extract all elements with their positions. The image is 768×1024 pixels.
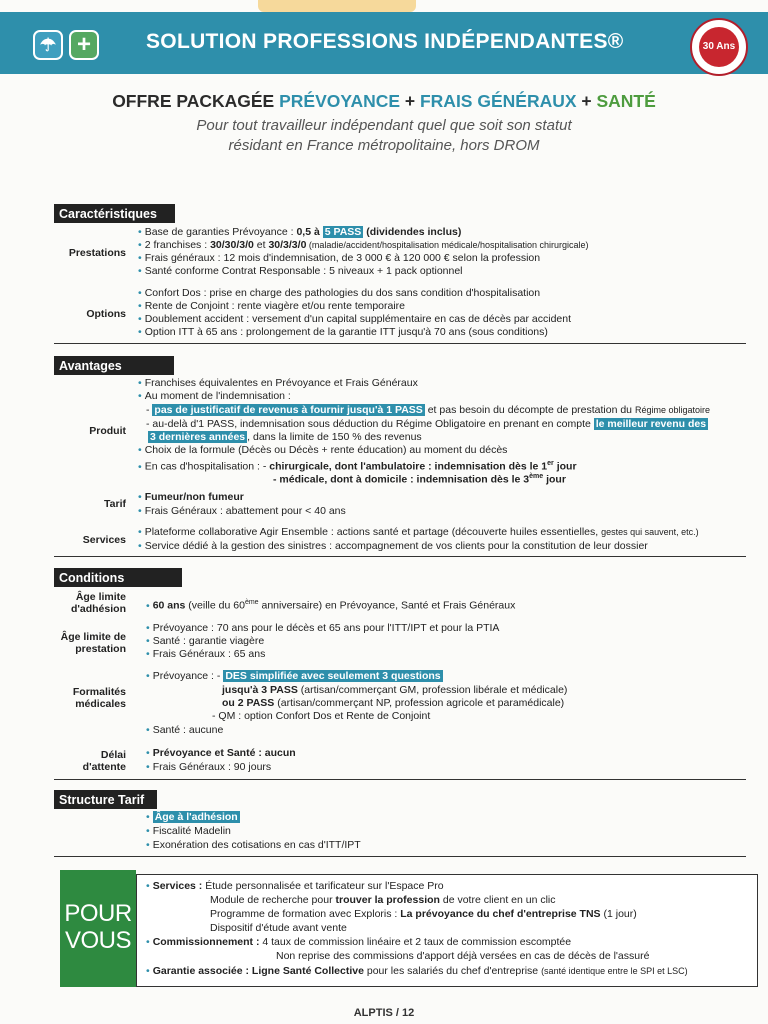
- text: (veille du 60: [185, 599, 245, 612]
- option-line: • Option ITT à 65 ans : prolongement de la garantie ITT jusqu'à 70 ans (sous conditions): [138, 326, 548, 339]
- offer-plus: +: [400, 91, 420, 111]
- superscript: er: [547, 460, 554, 467]
- cross-icon: +: [69, 30, 99, 60]
- section-structure-tarif: Structure Tarif: [54, 790, 157, 809]
- text: (santé identique entre le SPI et LSC): [541, 966, 688, 976]
- structure-line-2: • Fiscalité Madelin: [146, 825, 231, 838]
- services-line-2: • Service dédié à la gestion des sinistres : accompagnement de vos clients pour la constitution de leur dossier: [138, 540, 648, 553]
- text: Régime obligatoire: [634, 405, 710, 415]
- highlight: le meilleur revenu des: [595, 418, 707, 430]
- pv-services-line-2: [210, 894, 556, 907]
- prestation-line-3: • Frais généraux : 12 mois d'indemnisation, de 3 000 € à 120 000 € selon la profession: [138, 252, 540, 265]
- section-divider: [54, 556, 746, 557]
- age-prestation-line: • Prévoyance : 70 ans pour le décès et 65 ans pour l'ITT/IPT et pour la PTIA: [146, 622, 499, 635]
- offer-prevoyance: PRÉVOYANCE: [279, 91, 401, 111]
- text: (maladie/accident/hospitalisation médicale/hospitalisation chirurgicale): [306, 240, 589, 250]
- text: 2 franchises :: [144, 239, 211, 251]
- text: 30/30/3/0: [210, 239, 254, 251]
- text: Base de garanties Prévoyance :: [144, 226, 297, 238]
- text: ou 2 PASS: [222, 697, 275, 709]
- label-age-adhesion-2: d'adhésion: [70, 603, 126, 615]
- umbrella-icon: ☂: [33, 30, 63, 60]
- section-caracteristiques: Caractéristiques: [54, 204, 175, 223]
- pv-services-line-4: Dispositif d'étude avant vente: [210, 922, 347, 934]
- label-age-prestation-2: prestation: [75, 643, 126, 655]
- section-conditions: Conditions: [54, 568, 182, 587]
- label-tarif: Tarif: [104, 498, 126, 510]
- page-title: SOLUTION PROFESSIONS INDÉPENDANTES®: [146, 30, 624, 53]
- pour-vous-badge: [60, 870, 136, 987]
- label-delai-2: d'attente: [82, 761, 126, 773]
- section-divider: [54, 779, 746, 780]
- text: - au-delà d'1 PASS, indemnisation sous déduction du Régime Obligatoire en prenant en compte: [146, 418, 594, 430]
- formalites-line-2: [222, 684, 567, 697]
- structure-line-3: • Exonération des cotisations en cas d'ITT/IPT: [146, 839, 361, 852]
- highlight: DES simplifiée avec seulement 3 questions: [225, 670, 441, 682]
- text: de votre client en un clic: [439, 894, 556, 906]
- text: gestes qui sauvent, etc.): [601, 527, 699, 537]
- text: pour les salariés du chef d'entreprise: [363, 965, 542, 977]
- produit-line-6: • Choix de la formule (Décès ou Décès + rente éducation) au moment du décès: [138, 444, 507, 457]
- age-prestation-line: • Santé : garantie viagère: [146, 635, 264, 648]
- prestation-line-2: [138, 239, 589, 252]
- text: -: [146, 404, 153, 416]
- text: jour: [553, 460, 577, 473]
- text: Plateforme collaborative Agir Ensemble : actions santé et partage (découverte huiles essentielles,: [144, 526, 602, 538]
- label-prestations: Prestations: [68, 247, 126, 259]
- section-rule: [175, 222, 746, 223]
- produit-line-4: [146, 418, 708, 431]
- label-age-prestation-1: Âge limite de: [60, 631, 126, 643]
- text: jour: [543, 473, 566, 486]
- offer-subtitle-1: Pour tout travailleur indépendant quel que soit son statut: [196, 117, 572, 134]
- text: anniversaire) en Prévoyance, Santé et Frais Généraux: [258, 599, 516, 612]
- highlight: 3 dernières années: [150, 431, 246, 443]
- text: 0,5 à: [296, 226, 323, 238]
- seal-label: 30 Ans: [699, 27, 739, 67]
- formalites-line-3: [222, 697, 564, 710]
- text: Programme de formation avec Exploris :: [210, 908, 401, 920]
- text: (dividendes inclus): [363, 226, 462, 238]
- formalites-line-5: • Santé : aucune: [146, 724, 223, 737]
- section-divider: [54, 856, 746, 857]
- text: (artisan/commerçant GM, profession libérale et médicale): [297, 684, 568, 696]
- top-tab: [258, 0, 416, 12]
- label-produit: Produit: [89, 425, 126, 437]
- pv-services-line-3: [210, 908, 637, 921]
- text: - médicale, dont à domicile : indemnisation dès le 3: [273, 473, 530, 486]
- produit-line-8: [273, 470, 566, 487]
- tarif-line-1: [138, 491, 244, 504]
- label-formalites-1: Formalités: [72, 686, 126, 698]
- text: chirurgicale, dont l'ambulatoire : indemnisation dès le 1: [269, 460, 548, 473]
- produit-line-2: • Au moment de l'indemnisation :: [138, 390, 291, 403]
- highlight: 5 PASS: [324, 226, 362, 238]
- option-line: • Confort Dos : prise en charge des pathologies du dos sans condition d'hospitalisation: [138, 287, 540, 300]
- text: Ligne Santé Collective: [249, 965, 364, 977]
- text: et pas besoin du décompte de prestation du: [424, 404, 635, 416]
- option-line: • Rente de Conjoint : rente viagère et/ou rente temporaire: [138, 300, 405, 313]
- pour-vous-title-1: POUR: [64, 900, 132, 927]
- label-services: Services: [82, 534, 126, 546]
- structure-line-1: [146, 811, 240, 824]
- prestation-line-4: • Santé conforme Contrat Responsable : 5 niveaux + 1 pack optionnel: [138, 265, 463, 278]
- formalites-line-1: [146, 670, 443, 683]
- text: jusqu'à 3 PASS: [222, 684, 298, 696]
- offer-frais: FRAIS GÉNÉRAUX: [419, 91, 577, 111]
- tarif-line-2: • Frais Généraux : abattement pour < 40 ans: [138, 505, 346, 518]
- text: trouver la profession: [335, 894, 440, 906]
- text: , dans la limite de 150 % des revenus: [247, 431, 422, 443]
- produit-line-3: [146, 404, 710, 417]
- highlight: pas de justificatif de revenus à fournir jusqu'à 1 PASS: [154, 404, 423, 416]
- age-prestation-line: • Frais Généraux : 65 ans: [146, 648, 265, 661]
- produit-line-5: [148, 431, 422, 444]
- label-formalites-2: médicales: [75, 698, 126, 710]
- offer-subtitle-2: résidant en France métropolitaine, hors DROM: [228, 137, 540, 154]
- offer-part: OFFRE PACKAGÉE: [112, 91, 280, 111]
- superscript: ème: [244, 599, 259, 606]
- anniversary-seal: [690, 18, 748, 76]
- text: Fumeur/non fumeur: [144, 491, 244, 503]
- delai-line-1: [146, 747, 296, 760]
- pour-vous-title-2: VOUS: [64, 927, 131, 954]
- superscript: ème: [529, 473, 544, 480]
- delai-line-2: • Frais Généraux : 90 jours: [146, 761, 271, 774]
- pv-commission-line-1: [146, 936, 571, 949]
- text: Étude personnalisée et tarificateur sur l'Espace Pro: [205, 880, 444, 892]
- offer-sante: SANTÉ: [596, 91, 656, 111]
- label-delai-1: Délai: [100, 749, 126, 761]
- age-adhesion-line: [146, 596, 515, 613]
- text: Prévoyance et Santé : aucun: [152, 747, 296, 759]
- text: Garantie associée :: [152, 965, 249, 977]
- text: La prévoyance du chef d'entreprise TNS: [400, 908, 601, 920]
- text: Prévoyance : -: [152, 670, 224, 682]
- section-avantages: Avantages: [54, 356, 174, 375]
- services-line-1: [138, 526, 699, 539]
- pv-garantie-line: [146, 965, 688, 978]
- text: Services :: [152, 880, 206, 892]
- prestation-line-1: [138, 226, 461, 239]
- pv-commission-line-2: Non reprise des commissions d'apport déjà versées en cas de décès de l'assuré: [276, 950, 650, 962]
- label-age-adhesion-1: Âge limite: [75, 591, 126, 603]
- offer-heading: [0, 91, 768, 112]
- text: Module de recherche pour: [210, 894, 336, 906]
- produit-line-1: • Franchises équivalentes en Prévoyance et Frais Généraux: [138, 377, 418, 390]
- pv-services-line-1: [146, 880, 444, 893]
- text: (artisan/commerçant NP, profession agricole et paramédicale): [274, 697, 565, 709]
- text: et: [253, 239, 269, 251]
- text: Commissionnement :: [152, 936, 260, 948]
- offer-plus: +: [576, 91, 597, 111]
- text: 4 taux de commission linéaire et 2 taux de commission escomptée: [259, 936, 572, 948]
- text: En cas d'hospitalisation : -: [144, 460, 270, 473]
- section-divider: [54, 343, 746, 344]
- text: 60 ans: [152, 599, 186, 612]
- option-line: • Doublement accident : versement d'un capital supplémentaire en cas de décès par accident: [138, 313, 571, 326]
- text: (1 jour): [600, 908, 637, 920]
- text: 30/3/3/0: [268, 239, 307, 251]
- label-options: Options: [86, 308, 126, 320]
- page-footer: ALPTIS / 12: [353, 1007, 415, 1019]
- highlight: Âge à l'adhésion: [154, 811, 238, 823]
- formalites-line-4: - QM : option Confort Dos et Rente de Conjoint: [212, 710, 431, 722]
